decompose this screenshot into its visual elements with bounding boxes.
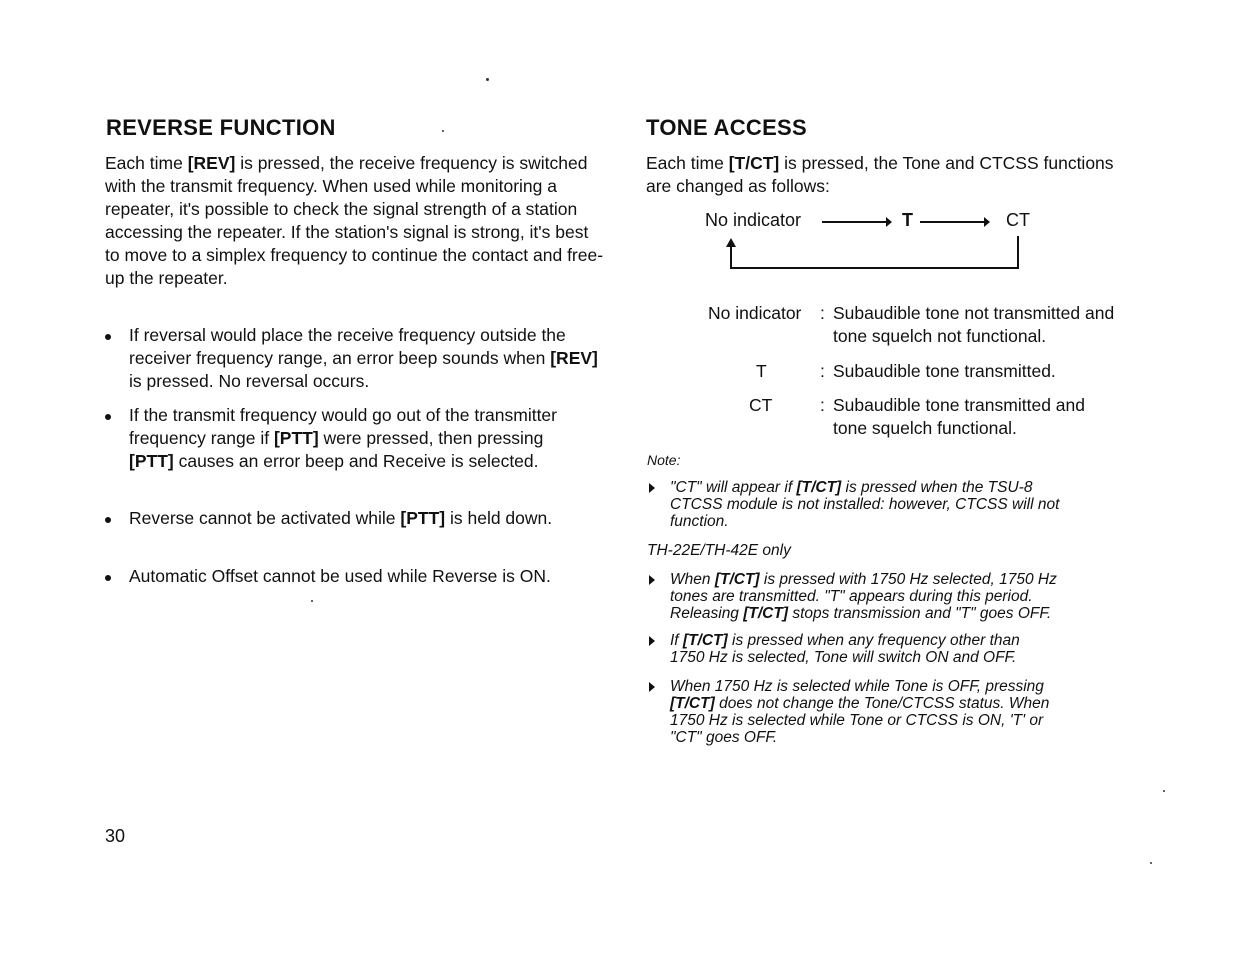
intro-text-pre: Each time (646, 153, 729, 173)
flow-return-line-bottom (730, 267, 1019, 269)
note-bullet-icon (649, 636, 655, 646)
note-text: is pressed when the TSU-8 (841, 479, 1033, 496)
flow-mid-label: T (902, 210, 913, 230)
bullet-dot (105, 517, 111, 523)
tct-key-label: [T/CT] (714, 571, 760, 588)
bullet-text-pre: If the transmit frequency would go out of the transmitter frequency range if (129, 405, 557, 448)
note-item (670, 632, 1150, 666)
intro-text-pre: Each time (105, 153, 188, 173)
bullet-item (105, 324, 605, 394)
flow-start-label: No indicator (705, 210, 802, 230)
tct-key-label: [T/CT] (796, 479, 842, 496)
reverse-intro-paragraph (105, 152, 605, 290)
note-line (670, 605, 1150, 622)
bullet-text-pre: If reversal would place the receive frequency outside the receiver frequency range, an error beep sounds when (129, 325, 566, 368)
flow-arrow-2 (920, 221, 984, 223)
definition-desc-line: Subaudible tone not transmitted and (833, 303, 1115, 323)
note-line: function. (670, 513, 729, 530)
bullet-text (129, 404, 584, 473)
note-bullet-icon (649, 483, 655, 493)
definition-desc-line: tone squelch functional. (833, 418, 1017, 438)
note-item (670, 479, 1150, 530)
bullet-item (105, 404, 605, 498)
note-item (670, 571, 1150, 622)
note-text: Releasing (670, 605, 744, 622)
note-line (670, 479, 1150, 496)
ptt-key-label: [PTT] (400, 508, 446, 528)
note-line: CTCSS module is not installed: however, CTCSS will not (670, 496, 1060, 513)
scan-speck (442, 130, 444, 132)
bullet-text-mid: were pressed, then pressing (318, 428, 544, 448)
definition-term: T (756, 361, 767, 381)
note-text: If (670, 632, 683, 649)
note-label: Note: (647, 452, 681, 468)
flow-return-line-left (730, 246, 732, 269)
note-text: does not change the Tone/CTCSS status. When (714, 695, 1050, 712)
note-text: When (670, 571, 715, 588)
note-text: is pressed with 1750 Hz selected, 1750 Hz (759, 571, 1057, 588)
rev-key-label: [REV] (187, 153, 236, 173)
reverse-function-heading: REVERSE FUNCTION (106, 115, 336, 140)
bullet-dot (105, 334, 111, 340)
ptt-key-label: [PTT] (129, 451, 174, 471)
note-line: 1750 Hz is selected while Tone or CTCSS is ON, 'T' or (670, 712, 1044, 729)
rev-key-label: [REV] (550, 348, 598, 368)
bullet-text-post: is held down. (445, 508, 553, 528)
note-bullet-icon (649, 575, 655, 585)
tct-key-label: [T/CT] (743, 605, 789, 622)
note-text: stops transmission and "T" goes OFF. (788, 605, 1052, 622)
note-text: "CT" will appear if (670, 479, 797, 496)
ptt-key-label: [PTT] (273, 428, 319, 448)
tct-key-label: [T/CT] (670, 695, 715, 712)
bullet-item (105, 565, 615, 589)
flow-return-arrowhead-icon (726, 238, 736, 247)
flow-end-label: CT (1006, 210, 1030, 230)
flow-arrowhead-icon (886, 217, 892, 227)
note-text: is pressed when any frequency other than (727, 632, 1020, 649)
bullet-dot (105, 414, 111, 420)
definition-colon: : (820, 303, 825, 323)
definition-desc-line: tone squelch not functional. (833, 326, 1047, 346)
flow-arrowhead-icon (984, 217, 990, 227)
bullet-text: Automatic Offset cannot be used while Reverse is ON. (129, 566, 551, 586)
note-line: When 1750 Hz is selected while Tone is OFF, pressing (670, 678, 1044, 695)
note-line (670, 571, 1150, 588)
tone-access-heading: TONE ACCESS (646, 115, 807, 140)
definition-desc-line: Subaudible tone transmitted and (833, 395, 1085, 415)
page-number: 30 (105, 826, 126, 846)
note-line: "CT" goes OFF. (670, 729, 778, 746)
definition-desc-line: Subaudible tone transmitted. (833, 361, 1056, 381)
tone-intro-paragraph (646, 152, 1116, 198)
scan-speck (1163, 790, 1165, 792)
bullet-text-post: causes an error beep and Receive is selected. (173, 451, 539, 471)
definition-colon: : (820, 395, 825, 415)
definition-colon: : (820, 361, 825, 381)
scan-speck (1150, 862, 1152, 864)
note-line: 1750 Hz is selected, Tone will switch ON and OFF. (670, 649, 1017, 666)
note-item (670, 678, 1150, 746)
flow-arrow-1 (822, 221, 886, 223)
bullet-dot (105, 575, 111, 581)
definition-term: No indicator (708, 303, 802, 323)
tct-key-label: [T/CT] (728, 153, 780, 173)
definition-desc (833, 394, 1085, 440)
definition-desc (833, 302, 1233, 348)
definition-desc (833, 360, 1056, 383)
bullet-text-pre: Reverse cannot be activated while (129, 508, 401, 528)
bullet-text (129, 324, 599, 393)
model-applicability-line: TH-22E/TH-42E only (647, 542, 791, 559)
scan-speck (311, 600, 313, 602)
intro-text-post: is pressed, the receive frequency is switched with the transmit frequency. When used while monitoring a repeater, it's possible to check the signal strength of a station accessing the repeater. If the station's signal is strong, it's best to move to a simplex frequency to continue the contact and free-up the repeater. (105, 153, 604, 288)
flow-return-line-right (1017, 236, 1019, 269)
note-line (670, 695, 1150, 712)
bullet-text-post: is pressed. No reversal occurs. (129, 371, 370, 391)
note-line (670, 632, 1150, 649)
tct-key-label: [T/CT] (682, 632, 728, 649)
bullet-item (105, 507, 605, 555)
note-line: tones are transmitted. "T" appears during this period. (670, 588, 1033, 605)
intro-text-post: is pressed, the Tone and CTCSS functions are changed as follows: (646, 153, 1114, 196)
bullet-text (129, 507, 569, 530)
note-bullet-icon (649, 682, 655, 692)
scan-speck (486, 78, 489, 81)
definition-term: CT (749, 395, 773, 415)
